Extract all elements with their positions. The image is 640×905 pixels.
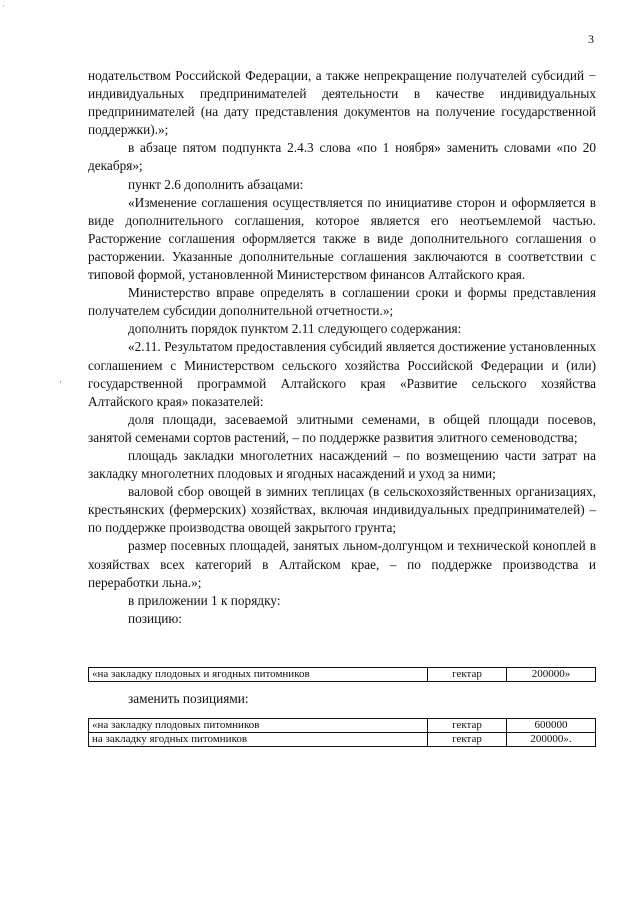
table-row <box>89 719 596 733</box>
paragraph: в приложении 1 к порядку: <box>128 592 281 608</box>
corner-mark: · <box>2 2 5 11</box>
paragraph: размер посевных площадей, занятых льном-долгунцом и технической коноплей в хозяйствах всех категорий в Алтайском крае, – по поддержке производства и переработки льна.»; <box>88 538 596 590</box>
paragraph: Министерство вправе определять в соглашении сроки и формы представления получателем субсидии дополнительной отчетности.»; <box>88 285 596 319</box>
position-value: 200000» <box>507 668 596 682</box>
old-position-table <box>88 667 596 682</box>
paragraph: пункт 2.6 дополнить абзацами: <box>128 176 304 192</box>
table-row <box>89 668 596 682</box>
new-positions-table <box>88 718 596 747</box>
position-name: на закладку ягодных питомников <box>89 733 428 747</box>
margin-mark: · <box>59 377 62 387</box>
position-name: «на закладку плодовых и ягодных питомников <box>89 668 428 682</box>
paragraph: площадь закладки многолетних насаждений – по возмещению части затрат на закладку многолетних плодовых и ягодных насаждений и уход за ними; <box>88 447 596 482</box>
paragraph: нодательством Российской Федерации, а также непрекращение получателей субсидий − индивидуальных предпринимателей деятельности в качестве индивидуальных предпринимателей (на дату представления документов на получение государственной поддержки).»; <box>88 68 596 138</box>
replace-label: заменить позициями: <box>128 691 249 706</box>
paragraph: «2.11. Результатом предоставления субсидий является достижение установленных соглашением с Министерством сельского хозяйства Российской Федерации и (или) государственной программой Алтайского края «Развитие сельского хозяйства Алтайского края» показателей: <box>88 339 596 409</box>
position-name: «на закладку плодовых питомников <box>89 719 428 733</box>
position-value: 200000». <box>507 733 596 747</box>
page-number: 3 <box>588 32 594 46</box>
position-value: 600000 <box>507 719 596 733</box>
paragraph: дополнить порядок пунктом 2.11 следующего содержания: <box>128 321 462 337</box>
position-unit: гектар <box>428 719 507 733</box>
position-unit: гектар <box>428 733 507 747</box>
paragraph: доля площади, засеваемой элитными семенами, в общей площади посевов, занятой семенами сортов растений, – по поддержке развития элитного семеноводства; <box>88 411 596 445</box>
paragraph: в абзаце пятом подпункта 2.4.3 слова «по 1 ноября» заменить словами «по 20 декабря»; <box>88 140 596 174</box>
table-row <box>89 733 596 747</box>
paragraph: «Изменение соглашения осуществляется по инициативе сторон и оформляется в виде дополнительного соглашения, которое является его неотъемлемой частью. Расторжение соглашения оформляется также в виде дополнительного соглашения о расторжении. Указанные дополнительные соглашения заключаются в соответствии с типовой формой, установленной Министерством финансов Алтайского края. <box>88 194 596 283</box>
paragraph: позицию: <box>128 610 182 626</box>
body-text <box>88 67 596 628</box>
position-unit: гектар <box>428 668 507 682</box>
paragraph: валовой сбор овощей в зимних теплицах (в сельскохозяйственных организациях, крестьянских (фермерских) хозяйствах, включая индивидуальных предпринимателей) – по поддержке производства овощей закрытого грунта; <box>88 484 596 536</box>
